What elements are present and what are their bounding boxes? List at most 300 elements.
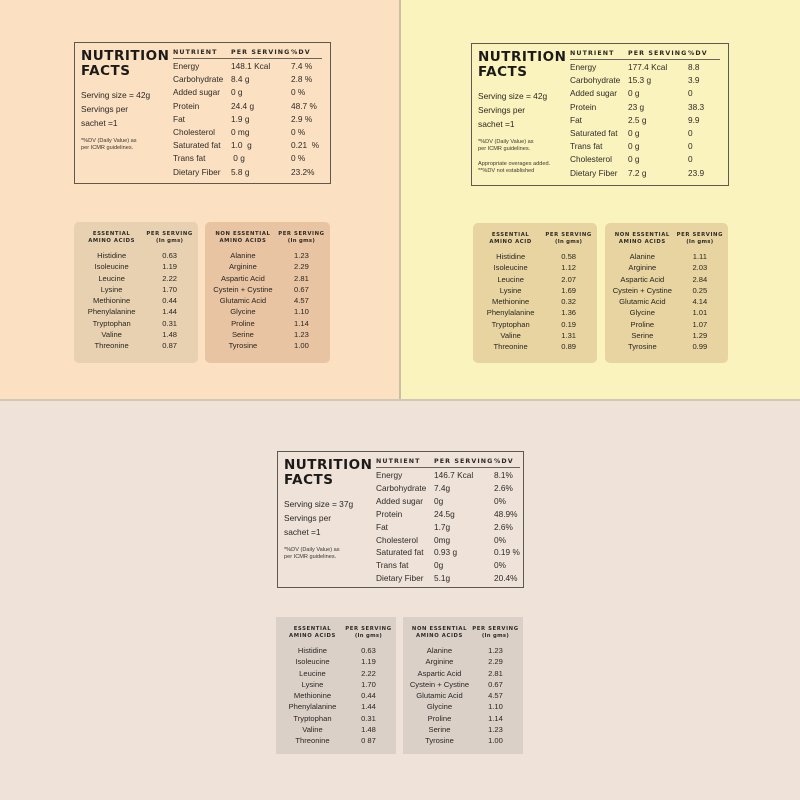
nutrient-row (376, 521, 520, 534)
nutrient-value: 0g (434, 495, 444, 506)
amino-acid-name: Isoleucine (295, 657, 330, 667)
amino-table-header (609, 232, 724, 245)
amino-acid-name: Cystein + Cystine (409, 679, 470, 689)
nutrient-value: 0g (434, 560, 444, 571)
amino-acid-row (407, 701, 519, 712)
amino-acid-value: 1.11 (692, 252, 707, 261)
amino-acid-value: 1.23 (488, 646, 503, 655)
amino-acid-row (609, 319, 724, 330)
nutrient-dv: 8.1% (494, 470, 513, 480)
nutrient-name: Energy (173, 61, 200, 71)
column-header-nutrient: NUTRIENT (173, 49, 218, 56)
amino-acid-value: 1.48 (361, 725, 376, 735)
amino-acid-value: 1.48 (162, 330, 178, 340)
amino-acid-name: Glycine (629, 308, 655, 318)
amino-acid-value: 1.19 (162, 262, 178, 272)
nutrient-value: 1.0 g (231, 140, 252, 151)
amino-acid-value: 0.58 (561, 252, 577, 261)
nonessential-amino-acids-box-2 (605, 223, 728, 363)
nutrient-name: Cholesterol (173, 127, 215, 138)
amino-acid-name: Alanine (426, 646, 453, 655)
nutrient-dv: 0 (688, 88, 693, 99)
amino-acid-row (209, 284, 326, 295)
nutrient-row (376, 482, 520, 495)
nutrient-dv: 0 (688, 154, 693, 165)
amino-acid-name: Cystein + Cystine (213, 284, 273, 294)
header-line-1: PER SERVING (676, 232, 724, 238)
amino-acid-value: 2.22 (162, 273, 178, 283)
column-header-nutrient: NUTRIENT (570, 50, 615, 57)
amino-acid-value: 4.14 (692, 297, 708, 307)
title-line-2: FACTS (81, 63, 131, 79)
amino-acid-value: 1.07 (692, 319, 708, 329)
header-line-1: NON ESSENTIAL (411, 626, 468, 632)
amino-acid-name: Threonine (493, 342, 528, 352)
nutrient-dv: 23.9 (688, 167, 705, 178)
nutrient-dv: 9.9 (688, 114, 700, 125)
nutrient-name: Energy (376, 470, 403, 480)
header-line-2: AMINO ACID (489, 238, 532, 245)
amino-acid-value: 0.31 (162, 318, 178, 328)
amino-acid-name: Aspartic Acid (417, 668, 462, 678)
nutrient-table (376, 458, 520, 584)
nutrient-dv: 0 (688, 128, 693, 139)
nutrient-value: 5.8 g (231, 166, 250, 177)
amino-acid-name: Serine (631, 331, 654, 341)
nutrient-row (173, 113, 322, 126)
nutrient-row (173, 139, 322, 152)
servings-per-label: Servings per (81, 104, 129, 114)
column-header-dv: %DV (688, 50, 708, 57)
servings-per-label: Servings per (478, 105, 526, 115)
amino-acid-name: Tyrosine (627, 342, 657, 352)
amino-acid-value: 2.81 (488, 668, 503, 678)
amino-acid-row (407, 735, 519, 746)
amino-acid-row (609, 296, 724, 307)
serving-size: Serving size = 42g (478, 91, 548, 101)
amino-acid-value: 2.03 (692, 263, 708, 273)
nutrient-row (173, 86, 322, 99)
column-header-dv: %DV (494, 458, 514, 465)
nutrient-dv: 0.19 % (494, 547, 520, 558)
amino-acid-name: Leucine (299, 668, 326, 678)
nutrient-value: 0.93 g (434, 547, 458, 558)
nutrient-table-header (173, 49, 322, 59)
nutrient-value: 146.7 Kcal (434, 470, 474, 480)
amino-acid-value: 1.23 (488, 725, 503, 735)
amino-acid-value: 1.12 (561, 263, 577, 273)
nutrient-name: Trans fat (173, 153, 206, 164)
header-line-2: (In gms) (481, 632, 510, 639)
amino-acid-name: Methionine (492, 297, 530, 307)
serving-size: Serving size = 37g (284, 499, 354, 509)
nutrient-dv: 8.8 (688, 62, 700, 72)
column-header-amino-acid (407, 626, 472, 639)
column-header-dv: %DV (291, 49, 311, 56)
nutrient-dv: 0 (688, 141, 693, 152)
amino-acid-name: Proline (427, 713, 452, 723)
amino-acid-value: 2.29 (294, 262, 309, 272)
amino-acid-name: Histidine (297, 646, 328, 655)
nutrient-dv: 0 % (291, 127, 306, 138)
amino-acid-name: Glutamic Acid (416, 691, 463, 701)
amino-acid-value: 0.89 (561, 342, 577, 352)
amino-acid-name: Leucine (497, 274, 524, 284)
amino-acid-value: 4.57 (294, 296, 309, 306)
essential-amino-acids-box-3 (276, 617, 396, 754)
title-line-1: NUTRITION (284, 457, 373, 473)
nutrition-facts-title (81, 49, 173, 79)
amino-acid-name: Leucine (98, 273, 125, 283)
amino-acid-row (78, 329, 194, 340)
column-header-amino-acid (477, 232, 544, 245)
amino-acid-row (407, 679, 519, 690)
header-line-2: AMINO ACIDS (88, 237, 136, 244)
nutrient-dv: 0 % (291, 153, 306, 164)
nutrient-name: Dietary Fiber (570, 167, 618, 178)
amino-acid-row (209, 318, 326, 329)
column-header-per-serving (277, 231, 326, 244)
amino-acid-value: 1.10 (488, 702, 503, 712)
nutrient-row (570, 74, 720, 87)
amino-acid-value: 1.44 (361, 702, 376, 712)
nutrition-facts-summary (478, 50, 570, 179)
amino-acid-name: Phenylalanine (87, 307, 136, 317)
nutrient-name: Dietary Fiber (173, 166, 221, 177)
amino-acid-name: Serine (428, 725, 451, 735)
amino-acid-row (78, 261, 194, 272)
amino-acid-row (280, 735, 392, 746)
nutrient-name: Cholesterol (376, 534, 418, 545)
amino-acid-name: Aspartic Acid (620, 274, 665, 284)
amino-acid-row (407, 690, 519, 701)
column-header-per-serving: PER SERVING (231, 49, 291, 56)
amino-table-header (78, 231, 194, 244)
dv-footnote-line-2: per ICMR guidelines. (284, 554, 337, 560)
nutrient-dv: 7.4 % (291, 61, 313, 71)
nutrient-value: 148.1 Kcal (231, 61, 271, 71)
nutrient-name: Cholesterol (570, 154, 612, 165)
amino-acid-name: Lysine (100, 284, 123, 294)
amino-acid-value: 2.84 (692, 274, 708, 284)
nutrient-dv: 0 % (291, 87, 306, 98)
nutrition-facts-summary (81, 49, 173, 177)
amino-acid-row (280, 679, 392, 690)
amino-acid-value: 1.10 (294, 307, 309, 317)
dv-footnote-line-2: per ICMR guidelines. (81, 145, 134, 151)
serving-size: Serving size = 42g (81, 90, 151, 100)
amino-acid-name: Glycine (426, 702, 453, 712)
nutrient-name: Fat (173, 113, 185, 124)
amino-acid-row (280, 656, 392, 667)
nutrient-row (570, 61, 720, 74)
amino-acid-name: Aspartic Acid (220, 273, 265, 283)
nutrient-value: 0 g (231, 87, 243, 98)
amino-acid-row (78, 284, 194, 295)
nutrition-facts-title (284, 458, 376, 488)
nutrient-value: 0 g (628, 141, 640, 152)
nutrient-value: 2.5 g (628, 114, 647, 125)
amino-acid-row (477, 319, 593, 330)
dv-footnote-line-1: *%DV (Daily Value) as (81, 138, 137, 144)
amino-acid-value: 0 87 (361, 736, 376, 746)
header-line-1: ESSENTIAL (293, 626, 332, 632)
dv-footnote-line-1: *%DV (Daily Value) as (284, 547, 340, 553)
amino-acid-name: Lysine (499, 285, 522, 295)
dv-footnote-line-1: *%DV (Daily Value) as (478, 139, 534, 145)
amino-acid-row (407, 724, 519, 735)
title-line-2: FACTS (284, 472, 334, 488)
dv-footnote (284, 547, 376, 561)
amino-acid-row (209, 329, 326, 340)
amino-acid-value: 1.19 (361, 657, 376, 667)
amino-acid-value: 1.01 (692, 308, 708, 318)
amino-acid-value: 0.19 (561, 319, 577, 329)
column-header-per-serving (345, 626, 392, 639)
amino-acid-row (209, 295, 326, 306)
nutrient-name: Fat (570, 114, 582, 125)
amino-acid-row (78, 273, 194, 284)
amino-acid-name: Proline (630, 319, 655, 329)
amino-acid-name: Histidine (496, 252, 526, 261)
amino-acid-name: Methionine (293, 691, 332, 701)
amino-acid-row (609, 330, 724, 341)
nutrition-facts-box-3 (277, 451, 524, 588)
amino-acid-row (78, 295, 194, 306)
amino-acid-value: 0.44 (162, 296, 178, 306)
nutrient-row (173, 100, 322, 113)
essential-amino-acids-box-2 (473, 223, 597, 363)
header-line-1: ESSENTIAL (491, 232, 530, 238)
amino-acid-name: Cystein + Cystine (612, 285, 672, 295)
header-line-1: ESSENTIAL (92, 231, 131, 237)
amino-acid-row (280, 701, 392, 712)
amino-acid-row (477, 251, 593, 262)
amino-acid-value: 1.00 (488, 736, 503, 746)
amino-acid-name: Threonine (94, 341, 129, 351)
overages-note-line-2: **%DV not established (478, 168, 535, 174)
header-line-1: NON ESSENTIAL (614, 232, 670, 238)
column-header-per-serving (676, 232, 724, 245)
amino-acid-value: 1.00 (294, 341, 309, 351)
dv-footnote (478, 139, 570, 153)
nutrient-dv: 3.9 (688, 75, 700, 86)
header-line-1: PER SERVING (345, 626, 392, 632)
nutrient-row (376, 534, 520, 547)
nutrient-value: 0 g (628, 88, 640, 99)
amino-acid-name: Phenylalanine (288, 702, 337, 712)
nutrient-row (570, 87, 720, 100)
amino-acid-value: 1.14 (294, 318, 309, 328)
nutrient-dv: 2.8 % (291, 74, 313, 85)
amino-acid-row (280, 713, 392, 724)
amino-acid-row (78, 340, 194, 351)
overages-note (478, 161, 570, 175)
nutrient-dv: 2.6% (494, 521, 513, 532)
amino-acid-value: 2.29 (488, 657, 503, 667)
nutrient-value: 1.9 g (231, 113, 250, 124)
nutrient-dv: 38.3 (688, 101, 705, 112)
nutrient-value: 0 g (628, 128, 640, 139)
amino-acid-name: Serine (231, 330, 254, 340)
amino-acid-value: 0.31 (361, 713, 376, 723)
amino-acid-name: Tryptophan (491, 319, 530, 329)
amino-acid-value: 4.57 (488, 691, 503, 701)
nutrient-dv: 0% (494, 495, 506, 506)
nutrient-table-header (570, 50, 720, 60)
amino-acid-name: Tyrosine (228, 341, 258, 351)
nonessential-amino-acids-box-1 (205, 222, 330, 363)
nutrient-row (570, 127, 720, 140)
nutrient-value: 24.4 g (231, 100, 255, 111)
nutrient-value: 24.5g (434, 508, 455, 519)
amino-acid-name: Alanine (629, 252, 656, 261)
column-header-per-serving (472, 626, 519, 639)
amino-acid-name: Phenylalanine (486, 308, 535, 318)
nutrient-name: Dietary Fiber (376, 573, 424, 584)
amino-acid-value: 1.14 (488, 713, 503, 723)
header-line-1: PER SERVING (278, 231, 325, 237)
servings-per-label: Servings per (284, 513, 332, 523)
amino-table-header (477, 232, 593, 245)
nutrient-table (570, 50, 720, 179)
amino-acid-value: 2.81 (294, 273, 309, 283)
amino-acid-name: Tryptophan (293, 713, 332, 723)
amino-table-header (407, 626, 519, 639)
nutrient-row (376, 508, 520, 521)
amino-acid-row (78, 306, 194, 317)
servings-per-sachet: sachet =1 (81, 118, 118, 128)
column-header-per-serving (544, 232, 593, 245)
nutrient-name: Saturated fat (376, 547, 424, 558)
nutrient-name: Carbohydrate (376, 482, 427, 493)
nutrient-name: Added sugar (376, 495, 424, 506)
nutrient-dv: 48.7 % (291, 100, 317, 111)
nutrient-name: Trans fat (376, 560, 409, 571)
nutrient-rows (376, 469, 520, 585)
amino-acid-name: Proline (231, 318, 255, 328)
nutrition-facts-summary (284, 458, 376, 581)
amino-acid-row (280, 690, 392, 701)
nutrient-dv: 0% (494, 534, 506, 545)
amino-acid-value: 0.63 (361, 646, 376, 655)
amino-acid-name: Glycine (230, 307, 256, 317)
dv-footnote (81, 138, 173, 152)
amino-acid-row (609, 251, 724, 262)
amino-acid-value: 0.32 (561, 297, 577, 307)
nutrient-row (173, 166, 322, 179)
nutrient-rows (173, 60, 322, 179)
amino-acid-name: Glutamic Acid (619, 297, 666, 307)
amino-acid-row (477, 262, 593, 273)
nutrient-value: 7.2 g (628, 167, 647, 178)
nutrient-value: 5.1g (434, 573, 451, 584)
nutrient-row (173, 73, 322, 86)
amino-acid-name: Isoleucine (493, 263, 528, 273)
amino-acid-row (209, 340, 326, 351)
column-header-per-serving (145, 231, 194, 244)
amino-acid-row (609, 274, 724, 285)
amino-acid-value: 1.23 (294, 251, 309, 260)
nutrient-name: Added sugar (173, 87, 221, 98)
amino-acid-row (477, 296, 593, 307)
vertical-divider (399, 0, 401, 400)
amino-acid-name: Arginine (425, 657, 454, 667)
amino-acid-row (209, 250, 326, 261)
nonessential-amino-acids-box-3 (403, 617, 523, 754)
header-line-2: (In gms) (287, 237, 316, 244)
nutrient-value: 23 g (628, 101, 645, 112)
amino-acid-name: Methionine (93, 296, 131, 306)
amino-acid-row (78, 250, 194, 261)
column-header-nutrient: NUTRIENT (376, 458, 421, 465)
nutrient-name: Trans fat (570, 141, 603, 152)
amino-acid-value: 1.29 (692, 331, 708, 341)
nutrient-name: Fat (376, 521, 388, 532)
nutrient-name: Saturated fat (570, 128, 618, 139)
amino-acid-name: Valine (500, 331, 521, 341)
amino-acid-value: 1.69 (561, 285, 577, 295)
column-header-amino-acid (209, 231, 277, 244)
title-line-1: NUTRITION (81, 48, 170, 64)
amino-acid-row (280, 724, 392, 735)
nutrient-row (173, 126, 322, 139)
amino-acid-row (407, 668, 519, 679)
amino-acid-value: 0.44 (361, 691, 376, 701)
nutrient-table-header (376, 458, 520, 468)
amino-acid-row (209, 306, 326, 317)
column-header-amino-acid (280, 626, 345, 639)
header-line-2: AMINO ACIDS (289, 632, 336, 639)
nutrient-dv: 0.21 % (291, 140, 320, 151)
column-header-amino-acid (609, 232, 676, 245)
header-line-1: PER SERVING (545, 232, 592, 238)
dv-footnote-line-2: per ICMR guidelines. (478, 146, 531, 152)
amino-acid-name: Valine (302, 725, 323, 735)
amino-acid-row (407, 656, 519, 667)
amino-acid-row (78, 318, 194, 329)
header-line-2: AMINO ACIDS (219, 237, 267, 244)
nutrient-value: 0mg (434, 534, 451, 545)
header-line-2: (In gms) (686, 238, 714, 245)
amino-acid-value: 2.22 (361, 668, 376, 678)
column-header-per-serving: PER SERVING (628, 50, 688, 57)
column-header-amino-acid (78, 231, 145, 244)
amino-acid-row (609, 285, 724, 296)
amino-acid-name: Tyrosine (425, 736, 454, 746)
nutrient-name: Protein (376, 508, 403, 519)
nutrient-row (376, 469, 520, 482)
amino-acid-row (280, 645, 392, 656)
nutrient-row (570, 153, 720, 166)
nutrient-row (570, 114, 720, 127)
nutrient-value: 15.3 g (628, 75, 652, 86)
header-line-2: AMINO ACIDS (416, 632, 463, 639)
nutrient-name: Saturated fat (173, 140, 221, 151)
amino-acid-value: 0.25 (692, 285, 708, 295)
header-line-1: PER SERVING (146, 231, 193, 237)
amino-acid-row (407, 645, 519, 656)
title-line-2: FACTS (478, 64, 528, 80)
nutrient-value: 177.4 Kcal (628, 62, 668, 72)
nutrient-dv: 23.2% (291, 166, 315, 177)
amino-acid-name: Glutamic Acid (219, 296, 267, 306)
amino-acid-row (477, 330, 593, 341)
horizontal-divider (0, 399, 800, 401)
amino-acid-value: 1.70 (162, 284, 178, 294)
nutrient-dv: 20.4% (494, 573, 518, 584)
amino-acid-value: 0.67 (488, 679, 503, 689)
